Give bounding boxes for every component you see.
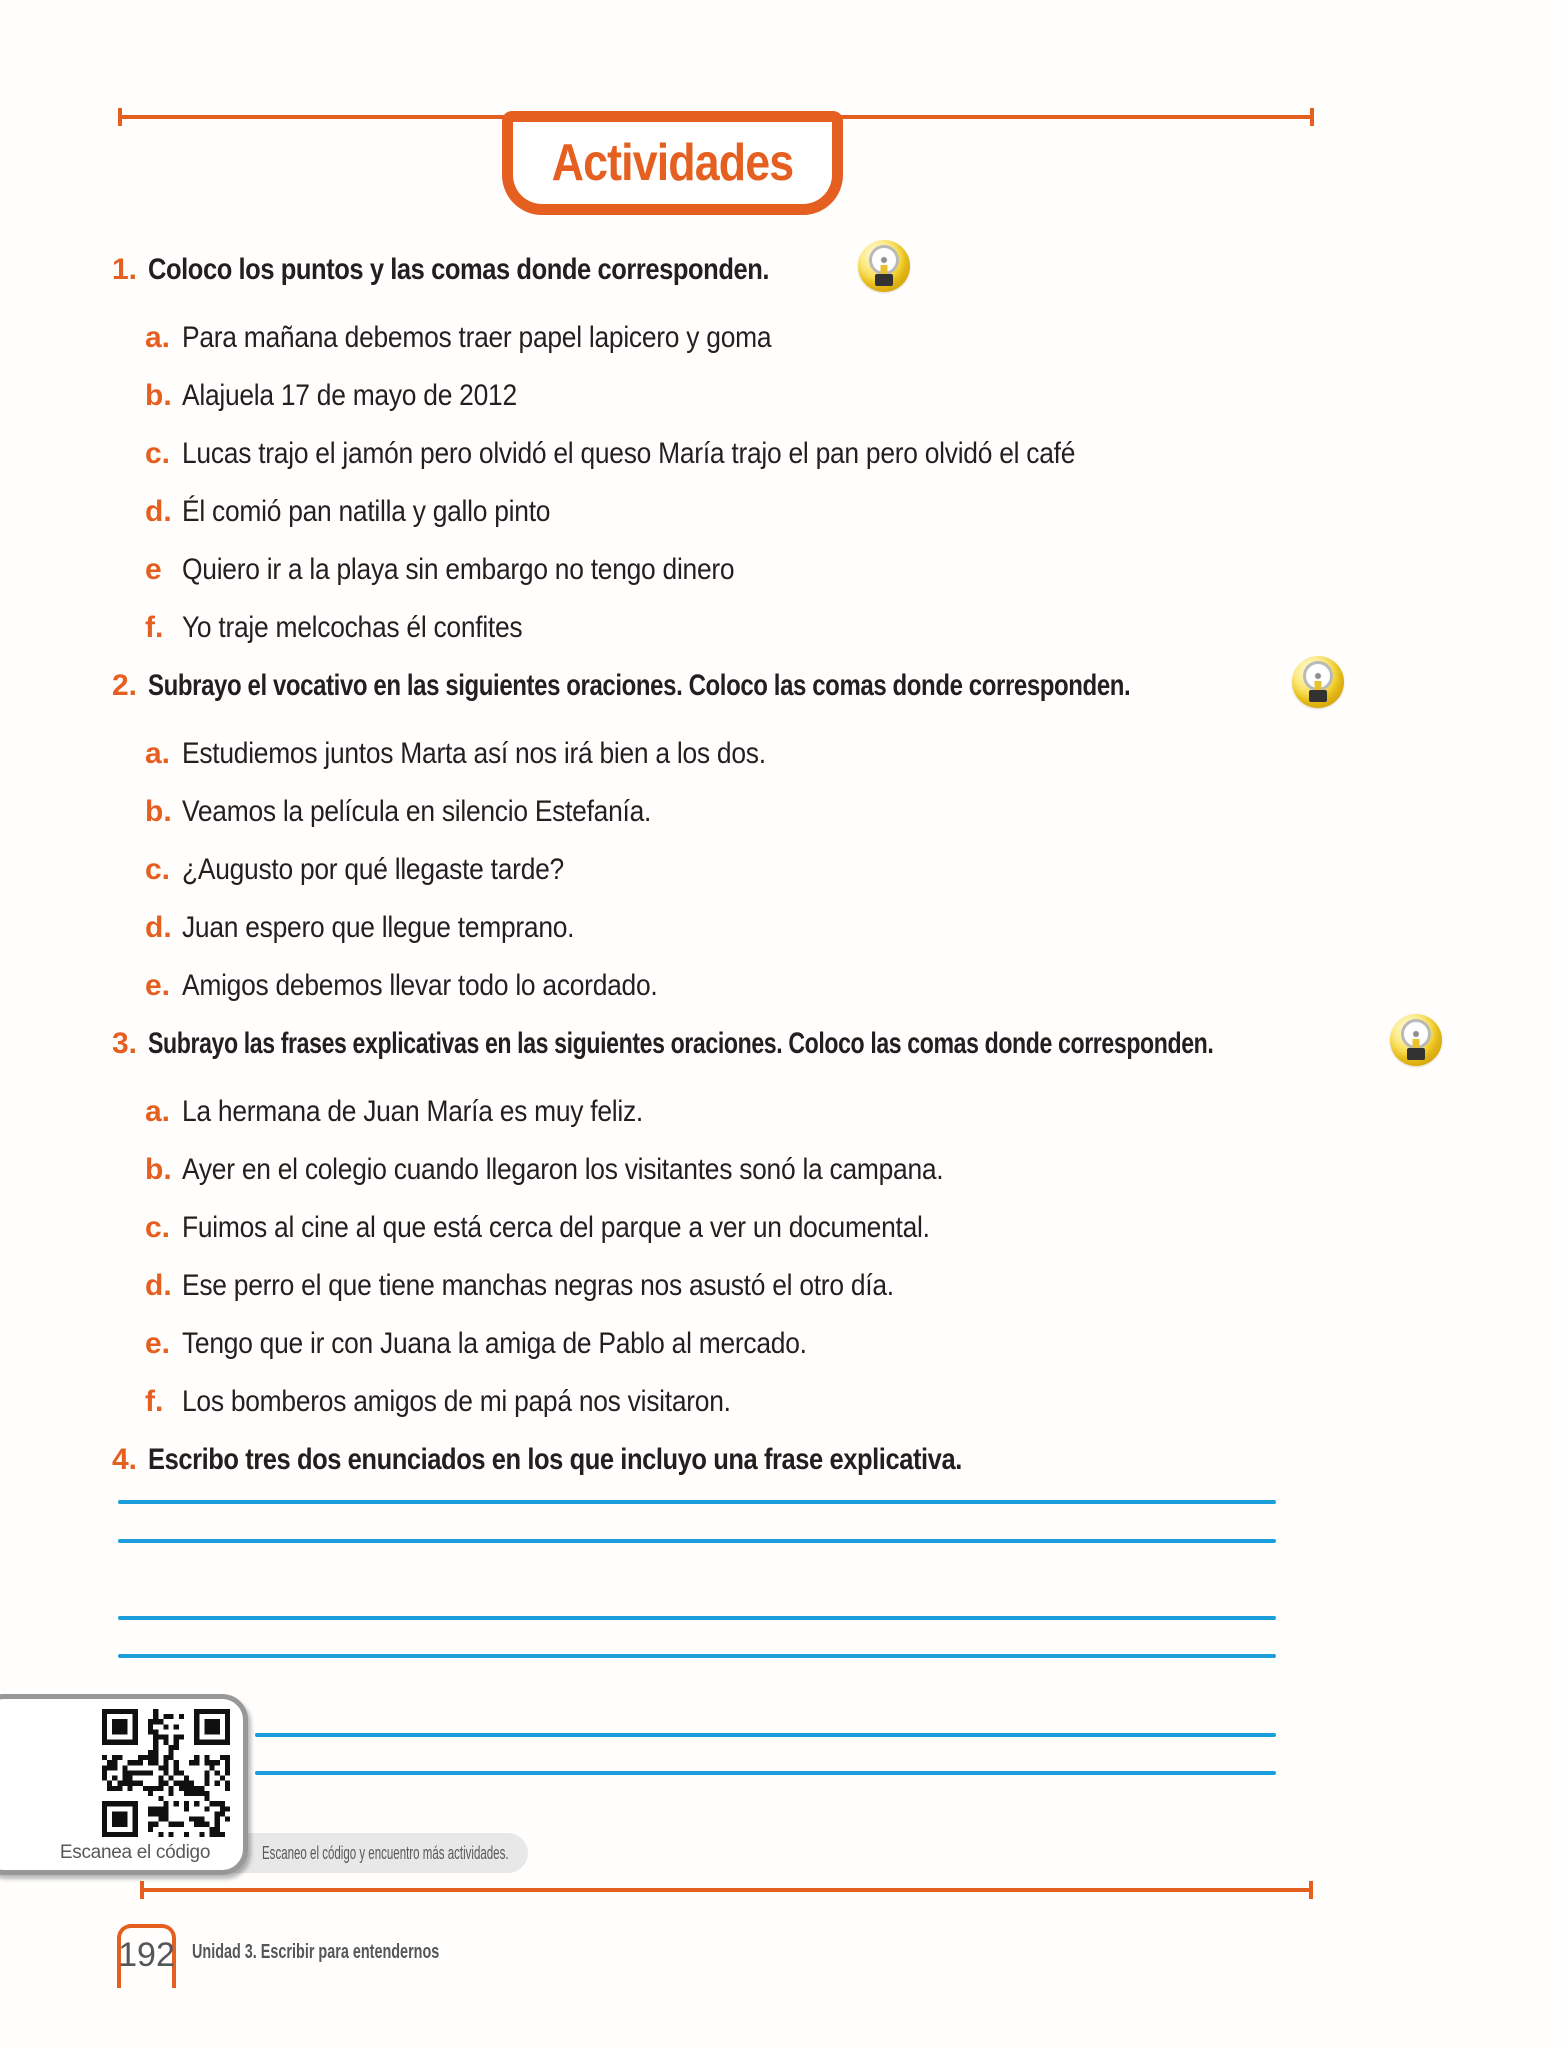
item-letter: a. [145,737,171,770]
writing-line [118,1539,1276,1543]
item-letter: c. [145,1211,171,1244]
item-letter: b. [145,795,172,828]
item-letter: a. [145,1095,171,1128]
exercise-item [112,548,1512,606]
item-letter: e [145,553,162,586]
lightbulb-stem [1315,681,1322,691]
item-text: Los bomberos amigos de mi papá nos visitaron. [182,1385,731,1418]
item-text: Lucas trajo el jamón pero olvidó el queso María trajo el pan pero olvidó el café [182,437,1076,470]
hint-lightbulb-icon [1390,1014,1442,1066]
exercise-item [112,606,1512,664]
item-letter: e. [145,1327,171,1360]
item-letter: d. [145,495,172,528]
exercise-number: 4. [112,1443,138,1476]
scan-note-text: Escaneo el código y encuentro más actividades. [262,1842,509,1863]
item-text: Estudiemos juntos Marta así nos irá bien a los dos. [182,737,766,770]
lightbulb-stem [1413,1039,1420,1049]
item-text: Tengo que ir con Juana la amiga de Pablo al mercado. [182,1327,807,1360]
page-number-box [117,1924,176,1988]
writing-line [255,1733,1276,1737]
exercise-item [112,1322,1512,1380]
page-title: Actividades [551,134,794,192]
exercise-item [112,490,1512,548]
item-letter: c. [145,853,171,886]
item-letter: e. [145,969,171,1002]
item-text: Yo traje melcochas él confites [182,611,523,644]
writing-line [118,1500,1276,1504]
writing-line [118,1654,1276,1658]
footer-unit-title: Unidad 3. Escribir para entendernos [192,1941,440,1963]
item-text: Juan espero que llegue temprano. [182,911,575,944]
hint-lightbulb-icon [1292,656,1344,708]
exercise-item [112,1090,1512,1148]
item-letter: b. [145,1153,172,1186]
item-letter: d. [145,911,172,944]
item-text: Para mañana debemos traer papel lapicero y goma [182,321,772,354]
qr-code [102,1709,230,1837]
exercise-3-header [112,1022,1512,1080]
exercise-item [112,1206,1512,1264]
item-text: La hermana de Juan María es muy feliz. [182,1095,644,1128]
exercise-item [112,964,1512,1022]
exercise-list [112,248,1512,1506]
exercise-item [112,1148,1512,1206]
exercise-item [112,316,1512,374]
exercise-item [112,432,1512,490]
exercise-item [112,374,1512,432]
exercise-item [112,848,1512,906]
page-number: 192 [118,1936,175,1974]
exercise-item [112,790,1512,848]
exercise-1-header [112,248,1512,306]
exercise-item [112,732,1512,790]
item-letter: f. [145,611,164,644]
item-text: Veamos la película en silencio Estefanía. [182,795,652,828]
item-text: Ese perro el que tiene manchas negras nos asustó el otro día. [182,1269,894,1302]
exercise-2-header [112,664,1512,722]
exercise-title: Escribo tres dos enunciados en los que incluyo una frase explicativa. [148,1443,962,1476]
writing-line [118,1616,1276,1620]
exercise-item [112,1264,1512,1322]
exercise-item [112,906,1512,964]
qr-code-box [0,1694,248,1875]
bottom-divider-rule [140,1888,1313,1892]
item-text: Fuimos al cine al que está cerca del parque a ver un documental. [182,1211,930,1244]
item-letter: f. [145,1385,164,1418]
item-letter: a. [145,321,171,354]
activities-badge [502,111,843,215]
item-text: Él comió pan natilla y gallo pinto [182,495,551,528]
item-text: Amigos debemos llevar todo lo acordado. [182,969,658,1002]
exercise-4-header [112,1438,1512,1496]
exercise-number: 2. [112,669,138,702]
exercise-title: Coloco los puntos y las comas donde corresponden. [148,253,770,286]
exercise-title: Subrayo las frases explicativas en las siguientes oraciones. Coloco las comas donde corresponden. [148,1027,1214,1060]
hint-lightbulb-icon [858,240,910,292]
writing-line [255,1771,1276,1775]
exercise-item [112,1380,1512,1438]
item-letter: b. [145,379,172,412]
item-text: ¿Augusto por qué llegaste tarde? [182,853,564,886]
lightbulb-stem [881,265,888,275]
item-text: Alajuela 17 de mayo de 2012 [182,379,517,412]
item-text: Quiero ir a la playa sin embargo no tengo dinero [182,553,735,586]
item-letter: c. [145,437,171,470]
exercise-title: Subrayo el vocativo en las siguientes oraciones. Coloco las comas donde corresponden. [148,669,1131,702]
item-text: Ayer en el colegio cuando llegaron los visitantes sonó la campana. [182,1153,944,1186]
qr-caption: Escanea el código [59,1842,211,1863]
exercise-number: 1. [112,253,138,286]
exercise-number: 3. [112,1027,138,1060]
item-letter: d. [145,1269,172,1302]
